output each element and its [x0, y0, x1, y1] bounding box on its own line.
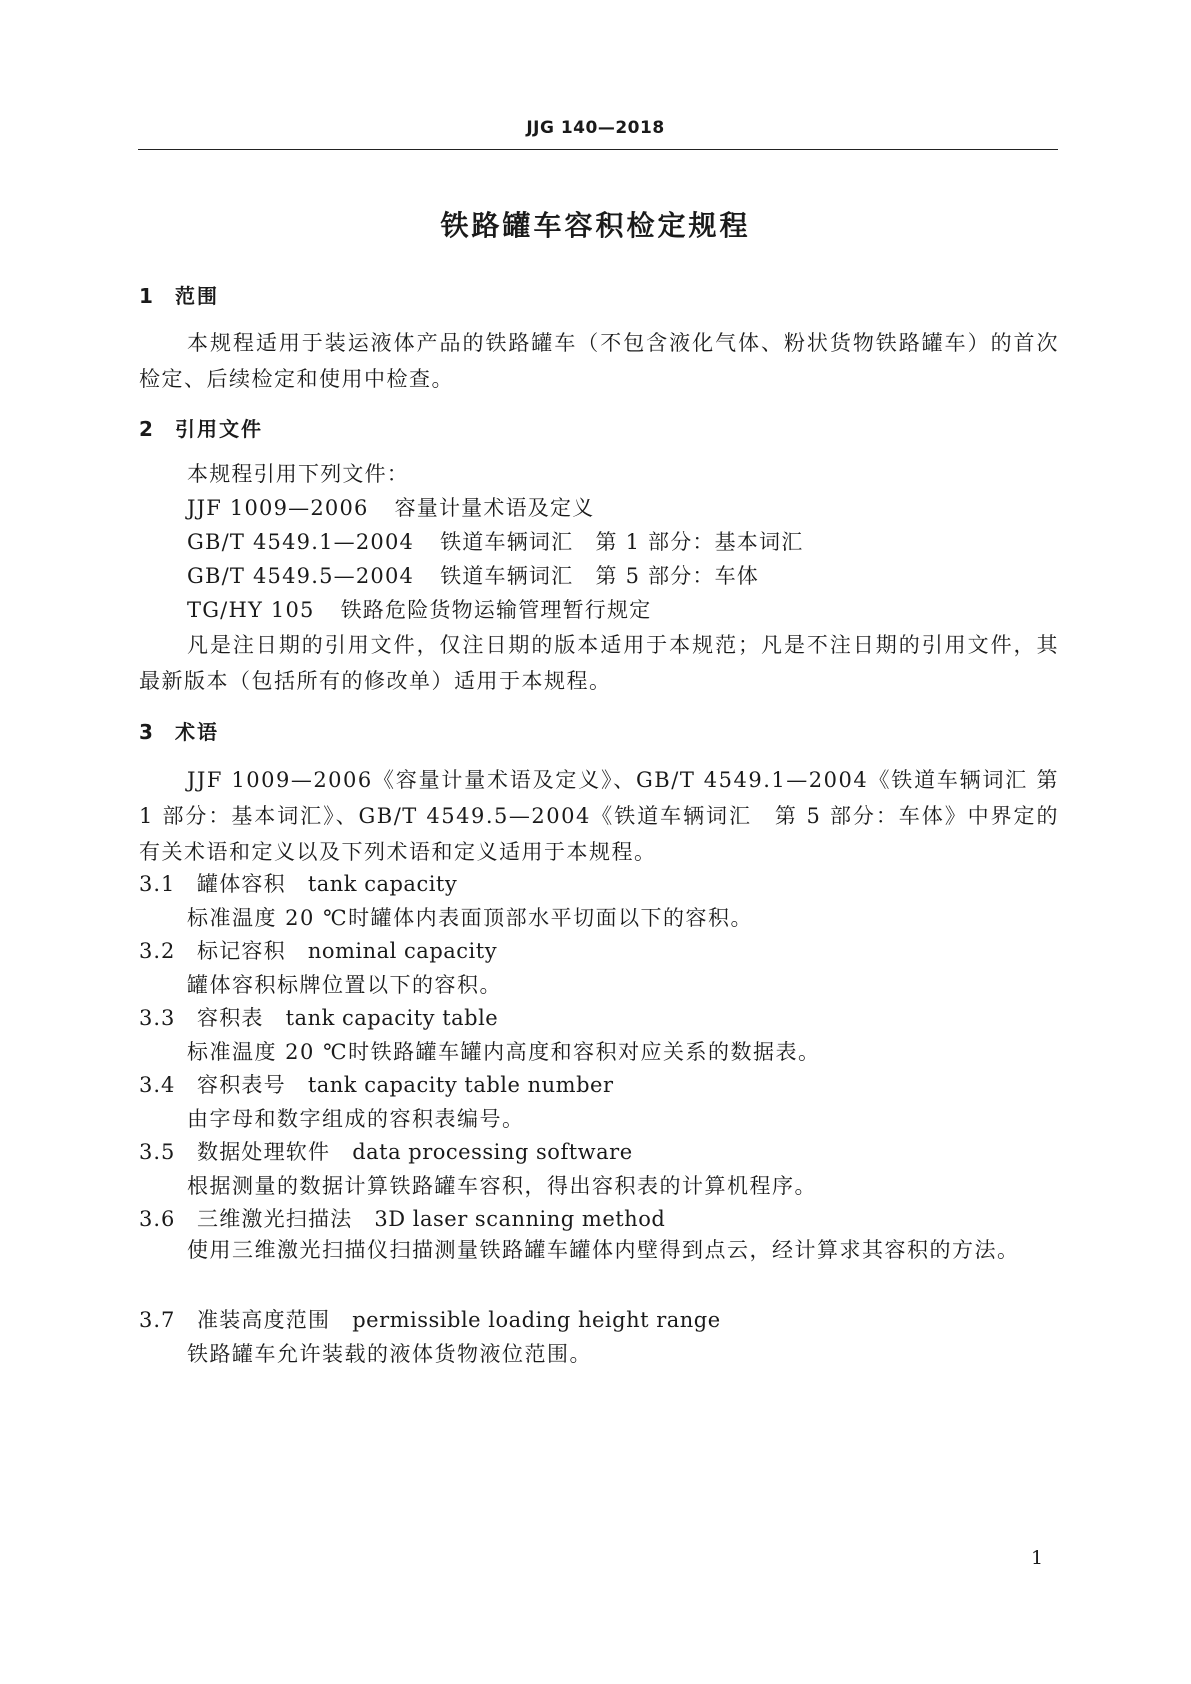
term-chinese: 数据处理软件 [197, 1140, 331, 1164]
term-definition: 标准温度 20 ℃时铁路罐车罐内高度和容积对应关系的数据表。 [187, 1040, 821, 1064]
term-definition: 使用三维激光扫描仪扫描测量铁路罐车罐体内壁得到点云，经计算求其容积的方法。 [187, 1238, 1020, 1262]
term-english: tank capacity table number [307, 1073, 614, 1097]
reference-code: JJF 1009—2006 [187, 496, 369, 520]
references-intro: 本规程引用下列文件： [187, 462, 409, 486]
term-chinese: 容积表号 [197, 1073, 286, 1097]
term-heading [139, 935, 497, 965]
term-heading [139, 1002, 498, 1032]
term-chinese: 标记容积 [197, 939, 286, 963]
term-chinese: 罐体容积 [197, 872, 286, 896]
term-heading [139, 1069, 614, 1099]
reference-code: GB/T 4549.1—2004 [187, 530, 415, 554]
references-note: 凡是注日期的引用文件，仅注日期的版本适用于本规范；凡是不注日期的引用文件，其最新版本（包括所有的修改单）适用于本规程。 [139, 633, 1059, 693]
terms-intro: JJF 1009—2006《容量计量术语及定义》、GB/T 4549.1—2004《铁道车辆词汇 第 1 部分：基本词汇》、GB/T 4549.5—2004《铁道车辆词汇 第 5 部分：车体》中界定的有关术语和定义以及下列术语和定义适用于本规程。 [139, 768, 1059, 864]
term-definition: 由字母和数字组成的容积表编号。 [187, 1107, 525, 1131]
term-english: permissible loading height range [352, 1308, 721, 1332]
section-1-paragraph: 本规程适用于装运液体产品的铁路罐车（不包含液化气体、粉状货物铁路罐车）的首次检定、后续检定和使用中检查。 [139, 331, 1059, 391]
term-number: 3.3 [139, 1006, 176, 1030]
section-number: 3 [139, 720, 153, 744]
reference-title: 铁路危险货物运输管理暂行规定 [340, 598, 652, 622]
term-definition: 标准温度 20 ℃时罐体内表面顶部水平切面以下的容积。 [187, 906, 754, 930]
term-english: tank capacity table [285, 1006, 499, 1030]
term-number: 3.1 [139, 872, 176, 896]
reference-code: TG/HY 105 [187, 598, 315, 622]
header-rule [138, 149, 1058, 150]
section-title: 引用文件 [175, 417, 263, 441]
term-english: nominal capacity [307, 939, 498, 963]
reference-title: 容量计量术语及定义 [394, 496, 595, 520]
reference-item [187, 560, 759, 590]
section-number: 1 [139, 284, 153, 308]
term-number: 3.4 [139, 1073, 176, 1097]
reference-code: GB/T 4549.5—2004 [187, 564, 415, 588]
reference-item [187, 526, 803, 556]
term-definition: 铁路罐车允许装载的液体货物液位范围。 [187, 1342, 592, 1366]
reference-item [187, 492, 594, 522]
page-number: 1 [1031, 1547, 1044, 1569]
section-3-heading [139, 716, 219, 745]
section-title: 范围 [175, 284, 219, 308]
term-heading [139, 1203, 665, 1233]
section-title: 术语 [175, 720, 219, 744]
section-2-heading [139, 413, 263, 442]
term-english: 3D laser scanning method [374, 1207, 666, 1231]
term-english: data processing software [352, 1140, 633, 1164]
reference-item [187, 594, 651, 624]
header-standard-code: JJG 140—2018 [526, 118, 665, 138]
section-1-heading [139, 280, 219, 309]
term-heading [139, 868, 457, 898]
document-title: 铁路罐车容积检定规程 [440, 209, 751, 242]
term-chinese: 准装高度范围 [197, 1308, 331, 1332]
term-heading [139, 1304, 721, 1334]
term-definition: 根据测量的数据计算铁路罐车容积，得出容积表的计算机程序。 [187, 1174, 817, 1198]
term-number: 3.5 [139, 1140, 176, 1164]
term-definition: 罐体容积标牌位置以下的容积。 [187, 973, 502, 997]
term-chinese: 容积表 [197, 1006, 264, 1030]
term-chinese: 三维激光扫描法 [197, 1207, 353, 1231]
term-number: 3.2 [139, 939, 176, 963]
term-english: tank capacity [307, 872, 458, 896]
reference-title: 铁道车辆词汇 第 5 部分：车体 [440, 564, 760, 588]
term-number: 3.6 [139, 1207, 176, 1231]
term-number: 3.7 [139, 1308, 176, 1332]
section-number: 2 [139, 417, 153, 441]
reference-title: 铁道车辆词汇 第 1 部分：基本词汇 [440, 530, 804, 554]
term-heading [139, 1136, 633, 1166]
